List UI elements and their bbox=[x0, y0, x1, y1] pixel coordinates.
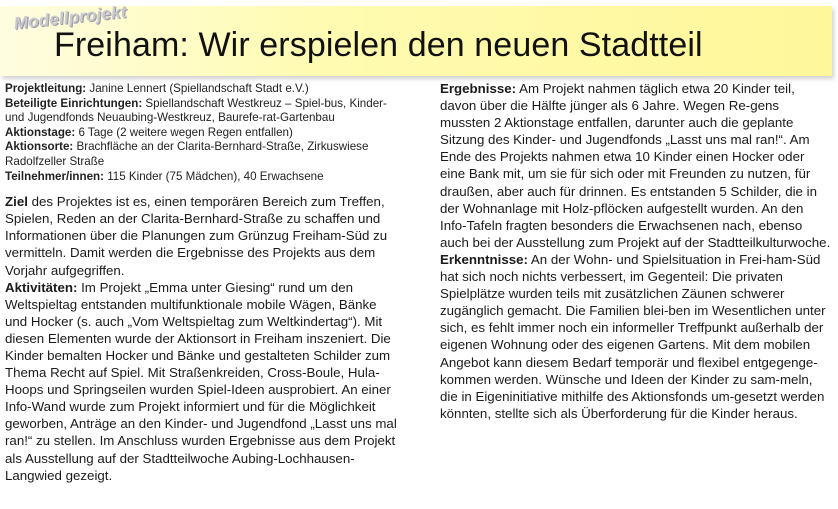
fact-value: Janine Lennert (Spiellandschaft Stadt e.V.) bbox=[86, 82, 309, 95]
section-text-ergebnisse: Am Projekt nahmen täglich etwa 20 Kinder teil, davon über die Hälfte jünger als 6 Jahre. Wegen Re-gens mussten 2 Aktionstage entfallen, darunter auch die geplante Sitzung des Kinder- und Jugendfonds „Lasst uns mal ran!“. Am Ende des Projekts nahmen etwa 10 Kinder einen Hocker oder eine Bank mit, um sie für sich oder mit Freunden zu nutzen, für draußen, aber auch für drinnen. Es entstanden 5 Schilder, die in der Wohnanlage mit Holz-pflöcken aufgestellt wurden. An den Info-Tafeln fragten besonders die Erwachsenen nach, ebenso auch bei der Ausstellung zum Projekt auf der Stadtteilkulturwoche. bbox=[440, 81, 831, 250]
fact-value: Spiellandschaft Westkreuz – Spiel-bus, Kinder- und Jugendfonds Neuaubing-Westkreuz, Baurefe-rat-Gartenbau bbox=[5, 96, 387, 125]
paragraph-aktivitaeten bbox=[5, 279, 397, 484]
fact-label: Teilnehmer/innen: bbox=[5, 169, 104, 183]
fact-value: 115 Kinder (75 Mädchen), 40 Erwachsene bbox=[104, 169, 324, 183]
paragraph-ergebnisse bbox=[440, 80, 832, 251]
fact-label: Aktionstage: bbox=[5, 125, 76, 139]
fact-aktionstage bbox=[5, 126, 397, 141]
left-column bbox=[5, 82, 397, 484]
section-label-ziel: Ziel bbox=[5, 194, 28, 210]
fact-aktionsorte bbox=[5, 140, 397, 169]
section-text-erkenntnisse: An der Wohn- und Spielsituation in Frei-ham-Süd hat sich noch nichts verbessert, im Gegenteil: Die privaten Spielplätze wurden teils mit zusätzlichen Zäunen schwerer zugänglich gemacht. Die Familien blei-ben im Wesentlichen unter sich, es fehlt immer noch ein informeller Treffpunkt außerhalb der eigenen Wohnung oder des eigenen Gartens. Mit dem mobilen Angebot kann diesem Bedarf temporär und flexibel entgegenge-kommen werden. Wünsche und Ideen der Kinder zu sam-meln, die in Eigeninitiative mithilfe des Aktionsfonds um-gesetzt werden könnten, stellte sich als Überforderung für die Kinder heraus. bbox=[440, 251, 826, 421]
section-text-aktivitaeten: Im Projekt „Emma unter Giesing“ rund um den Weltspieltag entstanden multifunktionale mobile Wägen, Bänke und Hocker (s. auch „Vom Weltspieltag zum Weltkindertag“). Mit diesen Elementen wurde der Aktionsort in Freiham inszeniert. Die Kinder bemalten Hocker und Bänke und gestalteten Schilder zum Thema Recht auf Spiel. Mit Straßenkreiden, Cross-Boule, Hula-Hoops und Springseilen wurden Spiel-Ideen ausprobiert. An einer Info-Wand wurde zum Projekt informiert und für die Möglichkeit geworben, Anträge an den Kinder- und Jugendfond „Lasst uns mal ran!“ zu stellen. Im Anschluss wurden Ergebnisse aus dem Projekt als Ausstellung auf der Stadtteilwoche Aubing-Lochhausen-Langwied gezeigt. bbox=[5, 279, 397, 483]
section-label-aktivitaeten: Aktivitäten: bbox=[5, 279, 78, 295]
fact-projektleitung bbox=[5, 82, 397, 97]
fact-einrichtungen bbox=[5, 97, 397, 126]
page-title: Freiham: Wir erspielen den neuen Stadtteil bbox=[54, 26, 703, 64]
fact-label: Projektleitung: bbox=[5, 82, 87, 95]
fact-value: Brachfläche an der Clarita-Bernhard-Straße, Zirkuswiese Radolfzeller Straße bbox=[5, 140, 369, 168]
paragraph-erkenntnisse bbox=[440, 251, 832, 422]
section-text-ziel: des Projektes ist es, einen temporären Bereich zum Treffen, Spielen, Reden an der Clarita-Bernhard-Straße zu schaffen und Informationen über die Planungen zum Grünzug Freiham-Süd zu vermitteln. Damit werden die Ergebnisse des Projekts aus dem Vorjahr aufgegriffen. bbox=[5, 194, 388, 278]
section-label-erkenntnisse: Erkenntnisse: bbox=[440, 251, 528, 267]
fact-value: 6 Tage (2 weitere wegen Regen entfallen) bbox=[75, 125, 293, 139]
fact-label: Aktionsorte: bbox=[5, 140, 74, 154]
section-label-ergebnisse: Ergebnisse: bbox=[440, 81, 517, 96]
fact-label: Beteiligte Einrichtungen: bbox=[5, 96, 143, 110]
right-column bbox=[440, 80, 832, 422]
paragraph-ziel bbox=[5, 193, 397, 278]
fact-teilnehmer bbox=[5, 170, 397, 185]
kicker-label: Modellprojekt bbox=[12, 2, 128, 33]
fact-box bbox=[5, 82, 397, 184]
